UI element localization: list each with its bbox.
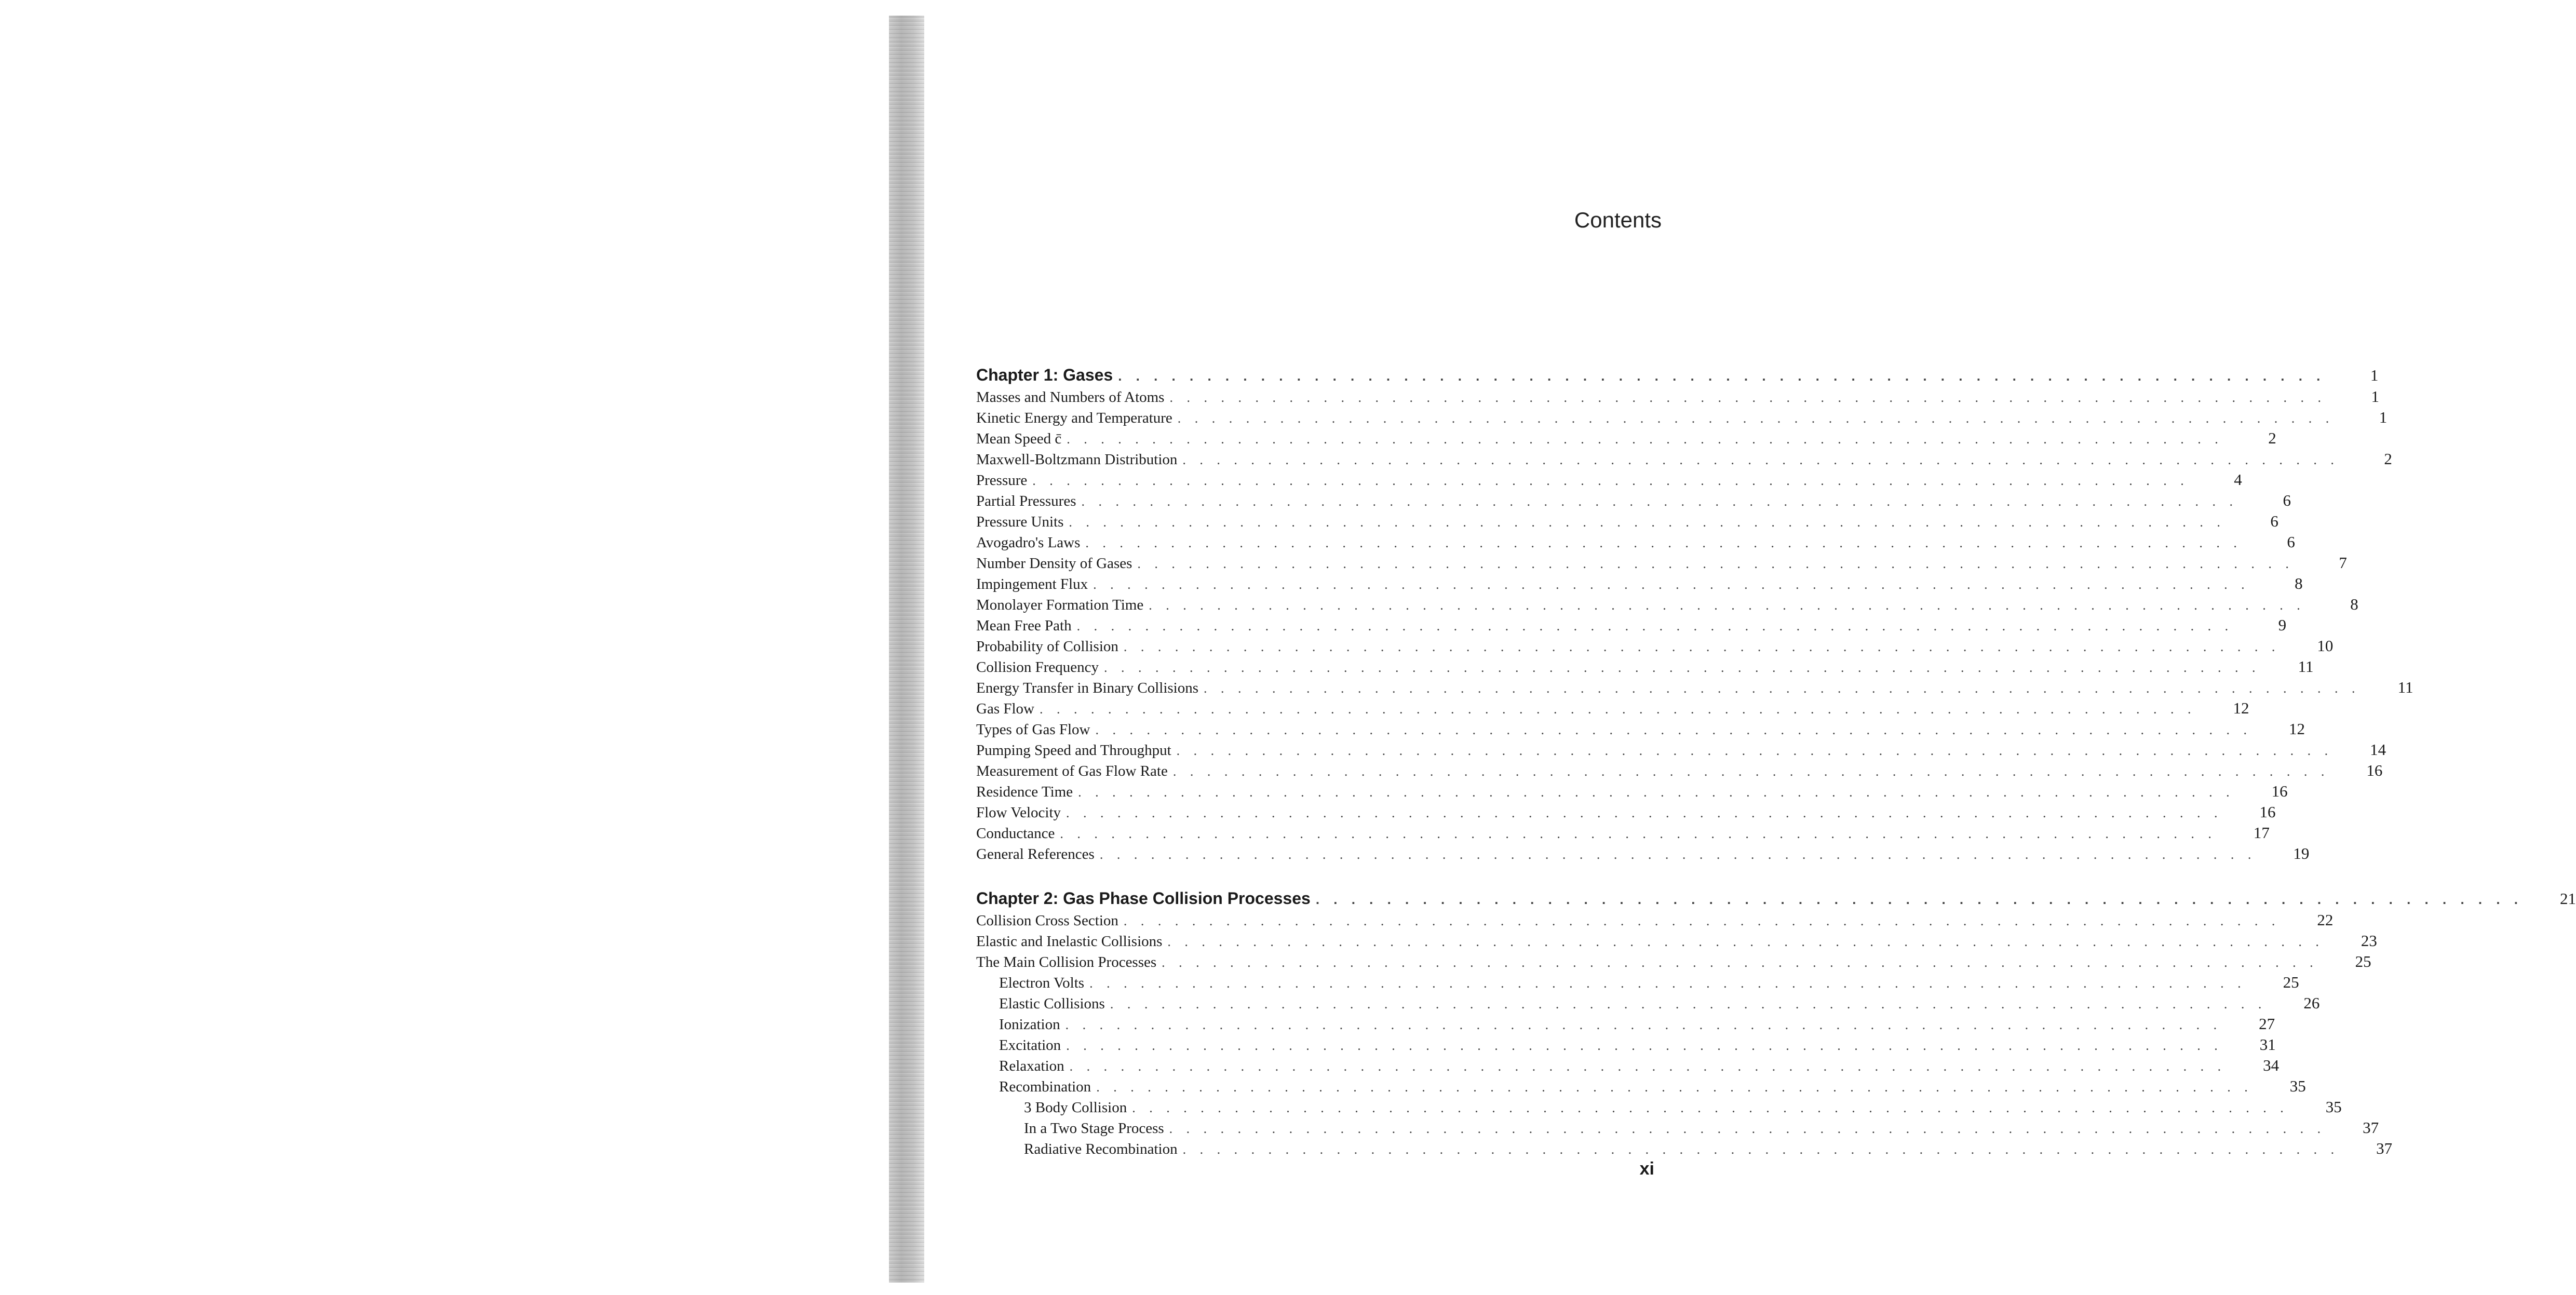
toc-entry[interactable]: [976, 490, 2291, 511]
page-number: 16: [2366, 761, 2383, 779]
page-number: 22: [2317, 911, 2334, 929]
entry-title: Collision Cross Section: [976, 912, 1118, 929]
toc-entry[interactable]: [976, 469, 2242, 490]
dot-leader: . . . . . . . . . . . . . . . . . . . . . . . . . . . . . . . . . . . . . . . . . . . . . . . . . . . . . . . . . . . . . . . . . . . .: [1110, 996, 2267, 1011]
dot-leader: . . . . . . . . . . . . . . . . . . . . . . . . . . . . . . . . . . . . . . . . . . . . . . . . . . . . . . . . . . . . . . . . . . . .: [1067, 431, 2223, 447]
page-number: 37: [2363, 1118, 2379, 1137]
dot-leader: . . . . . . . . . . . . . . . . . . . . . . . . . . . . . . . . . . . . . . . . . . . . . . . . . . . . . . . . . . . . . . . . . . . .: [1182, 1142, 2340, 1157]
page-number: 2: [2384, 450, 2392, 468]
page-number: 16: [2259, 803, 2276, 821]
dot-leader: . . . . . . . . . . . . . . . . . . . . . . . . . . . . . . . . . . . . . . . . . . . . . . . . . . . . . . . . . . . . . . . . . . . .: [1123, 639, 2281, 654]
entry-title: General References: [976, 846, 1095, 862]
toc-entry[interactable]: [976, 739, 2386, 760]
dot-leader: . . . . . . . . . . . . . . . . . . . . . . . . . . . . . . . . . . . . . . . . . . . . . . . . . . . . . . . . . . . . . . . . . . . .: [1177, 411, 2335, 426]
dot-leader: . . . . . . . . . . . . . . . . . . . . . . . . . . . . . . . . . . . . . . . . . . . . . . . . . . . . . . . . . . . . . . . . . . . .: [1167, 934, 2324, 949]
page-number: 8: [2295, 574, 2303, 592]
toc-entry[interactable]: [976, 760, 2383, 781]
dot-leader: . . . . . . . . . . . . . . . . . . . . . . . . . . . . . . . . . . . . . . . . . . . . . . . . . . . . . . . . . . . . . . . . . . . .: [1066, 805, 2223, 820]
toc-entry[interactable]: [976, 1055, 2280, 1076]
page-number: 8: [2350, 595, 2358, 613]
toc-entry[interactable]: [976, 594, 2358, 615]
dot-leader: . . . . . . . . . . . . . . . . . . . . . . . . . . . . . . . . . . . . . . . . . . . . . . . . . . . . . . . . . . . . . . . . . . . .: [1060, 826, 2217, 841]
dot-leader: . . . . . . . . . . . . . . . . . . . . . . . . . . . . . . . . . . . . . . . . . . . . . . . . . . . . . . . . . . . . . . . . . . . .: [1123, 913, 2281, 928]
page-number: 2: [2268, 429, 2276, 447]
entry-title: Radiative Recombination: [1024, 1141, 1178, 1157]
page-number: 1: [2370, 366, 2379, 384]
page-number: 12: [2288, 720, 2305, 738]
entry-title: Excitation: [999, 1037, 1061, 1054]
entry-title: Residence Time: [976, 784, 1073, 800]
dot-leader: . . . . . . . . . . . . . . . . . . . . . . . . . . . . . . . . . . . . . . . . . . . . . . . . . . . . . . . . . . . . . . . . . . . .: [1069, 515, 2226, 530]
entry-title: Maxwell-Boltzmann Distribution: [976, 451, 1178, 468]
entry-title: Pressure Units: [976, 514, 1064, 530]
toc-entry[interactable]: [976, 910, 2334, 930]
entry-title: Elastic and Inelastic Collisions: [976, 933, 1163, 950]
entry-title: Impingement Flux: [976, 576, 1088, 592]
page-number: 1: [2371, 387, 2379, 406]
toc-entry[interactable]: [976, 636, 2334, 656]
dot-leader: . . . . . . . . . . . . . . . . . . . . . . . . . . . . . . . . . . . . . . . . . . . . . . . . . . . . . . . . . . . . . . . . . . . .: [1039, 702, 2196, 717]
page-number: 9: [2278, 616, 2287, 634]
toc-entry[interactable]: [976, 1034, 2276, 1055]
toc-entry[interactable]: [976, 1117, 2379, 1138]
dot-leader: . . . . . . . . . . . . . . . . . . . . . . . . . . . . . . . . . . . . . . . . . . . . . . . . . . . . . . . . . . . . . . . . . . . .: [1149, 598, 2305, 613]
entry-title: Number Density of Gases: [976, 555, 1132, 572]
toc-entry[interactable]: [976, 407, 2388, 428]
table-of-contents: [976, 363, 2576, 1159]
dot-leader: . . . . . . . . . . . . . . . . . . . . . . . . . . . . . . . . . . . . . . . . . . . . . . . . . . . . . . . . . . . . . . . . . . . .: [1069, 1059, 2227, 1074]
page-number: 27: [2259, 1015, 2275, 1033]
entry-title: The Main Collision Processes: [976, 954, 1157, 970]
page-number: 19: [2293, 844, 2310, 862]
dot-leader: . . . . . . . . . . . . . . . . . . . . . . . . . . . . . . . . . . . . . . . . . . . . . . . . . . . . . . . . . . . . . . . . . . . .: [1315, 892, 2524, 907]
entry-title: Electron Volts: [999, 975, 1085, 991]
toc-chapter-2[interactable]: [976, 887, 2576, 910]
page-number: 26: [2303, 994, 2320, 1012]
dot-leader: . . . . . . . . . . . . . . . . . . . . . . . . . . . . . . . . . . . . . . . . . . . . . . . . . . . . . . . . . . . . . . . . . . . .: [1176, 743, 2334, 758]
toc-entry[interactable]: [976, 1076, 2306, 1097]
toc-entry[interactable]: [976, 972, 2299, 993]
toc-entry[interactable]: [976, 428, 2276, 449]
entry-title: Elastic Collisions: [999, 995, 1105, 1012]
toc-entry[interactable]: [976, 802, 2276, 822]
dot-leader: . . . . . . . . . . . . . . . . . . . . . . . . . . . . . . . . . . . . . . . . . . . . . . . . . . . . . . . . . . . . . . . . . . . .: [1169, 390, 2326, 405]
entry-title: Monolayer Formation Time: [976, 597, 1144, 613]
entry-title: Avogadro's Laws: [976, 534, 1081, 551]
toc-entry[interactable]: [976, 951, 2371, 972]
entry-title: In a Two Stage Process: [1024, 1120, 1164, 1137]
toc-entry[interactable]: [976, 843, 2310, 864]
page-number: 14: [2370, 740, 2386, 759]
page-number: 34: [2263, 1056, 2280, 1074]
toc-entry[interactable]: [976, 1138, 2393, 1159]
page-title: Contents: [1574, 208, 1662, 232]
toc-entry[interactable]: [976, 822, 2270, 843]
page-number: 10: [2317, 637, 2334, 655]
page-number: 1: [2379, 408, 2388, 426]
toc-chapter-1[interactable]: [976, 363, 2379, 386]
page-number: 12: [2233, 699, 2249, 717]
dot-leader: . . . . . . . . . . . . . . . . . . . . . . . . . . . . . . . . . . . . . . . . . . . . . . . . . . . . . . . . . . . . . . . . . . . .: [1032, 473, 2189, 488]
page-number: 11: [2298, 657, 2314, 676]
dot-leader: . . . . . . . . . . . . . . . . . . . . . . . . . . . . . . . . . . . . . . . . . . . . . . . . . . . . . . . . . . . . . . . . . . . .: [1172, 764, 2330, 779]
page-folio: xi: [1639, 1159, 1654, 1179]
toc-entry[interactable]: [976, 993, 2320, 1014]
dot-leader: . . . . . . . . . . . . . . . . . . . . . . . . . . . . . . . . . . . . . . . . . . . . . . . . . . . . . . . . . . . . . . . . . . . .: [1078, 785, 2235, 800]
entry-title: Probability of Collision: [976, 638, 1118, 655]
page-number: 7: [2339, 554, 2347, 572]
toc-entry[interactable]: [976, 386, 2379, 407]
dot-leader: . . . . . . . . . . . . . . . . . . . . . . . . . . . . . . . . . . . . . . . . . . . . . . . . . . . . . . . . . . . . . . . . . . . .: [1204, 681, 2361, 696]
dot-leader: . . . . . . . . . . . . . . . . . . . . . . . . . . . . . . . . . . . . . . . . . . . . . . . . . . . . . . . . . . . . . . . . . . . .: [1099, 847, 2257, 862]
dot-leader: . . . . . . . . . . . . . . . . . . . . . . . . . . . . . . . . . . . . . . . . . . . . . . . . . . . . . . . . . . . . . . . . . . . .: [1076, 618, 2234, 633]
dot-leader: . . . . . . . . . . . . . . . . . . . . . . . . . . . . . . . . . . . . . . . . . . . . . . . . . . . . . . . . . . . . . . . . . . . .: [1096, 1080, 2253, 1095]
entry-title: Conductance: [976, 825, 1055, 842]
toc-entry[interactable]: [976, 552, 2347, 573]
page-number: 16: [2271, 782, 2288, 800]
entry-title: Kinetic Energy and Temperature: [976, 410, 1172, 426]
page-number: 25: [2283, 973, 2299, 991]
toc-entry[interactable]: [976, 781, 2288, 802]
dot-leader: . . . . . . . . . . . . . . . . . . . . . . . . . . . . . . . . . . . . . . . . . . . . . . . . . . . . . . . . . . . . . . . . . . . .: [1162, 955, 2318, 970]
toc-entry[interactable]: [976, 930, 2377, 951]
toc-entry[interactable]: [976, 1097, 2342, 1117]
entry-title: Collision Frequency: [976, 659, 1099, 676]
toc-entry[interactable]: [976, 1014, 2275, 1034]
entry-title: Gas Flow: [976, 700, 1034, 717]
entry-title: 3 Body Collision: [1024, 1099, 1127, 1116]
dot-leader: . . . . . . . . . . . . . . . . . . . . . . . . . . . . . . . . . . . . . . . . . . . . . . . . . . . . . . . . . . . . . . . . . . . .: [1132, 1100, 2289, 1115]
dot-leader: . . . . . . . . . . . . . . . . . . . . . . . . . . . . . . . . . . . . . . . . . . . . . . . . . . . . . . . . . . . . . . . . . . . .: [1066, 1038, 2223, 1053]
page-number: 6: [2283, 491, 2291, 509]
entry-title: Relaxation: [999, 1058, 1064, 1074]
book-gutter-shadow: [889, 16, 924, 1283]
toc-entry[interactable]: [976, 511, 2278, 532]
chapter-title: Chapter 1: Gases: [976, 366, 1113, 384]
entry-title: Pressure: [976, 472, 1028, 489]
dot-leader: . . . . . . . . . . . . . . . . . . . . . . . . . . . . . . . . . . . . . . . . . . . . . . . . . . . . . . . . . . . . . . . . . . . .: [1169, 1121, 2326, 1136]
entry-title: Partial Pressures: [976, 493, 1076, 509]
dot-leader: . . . . . . . . . . . . . . . . . . . . . . . . . . . . . . . . . . . . . . . . . . . . . . . . . . . . . . . . . . . . . . . . . . . .: [1182, 452, 2339, 467]
toc-entry[interactable]: [976, 698, 2249, 719]
page-number: 25: [2355, 952, 2371, 970]
dot-leader: . . . . . . . . . . . . . . . . . . . . . . . . . . . . . . . . . . . . . . . . . . . . . . . . . . . . . . . . . . . . . . . . . . . .: [1118, 368, 2326, 384]
dot-leader: . . . . . . . . . . . . . . . . . . . . . . . . . . . . . . . . . . . . . . . . . . . . . . . . . . . . . . . . . . . . . . . . . . . .: [1089, 976, 2246, 991]
page-number: 35: [2289, 1077, 2306, 1095]
page-number: 23: [2361, 932, 2377, 950]
entry-title: Types of Gas Flow: [976, 721, 1090, 738]
page-number: 4: [2234, 470, 2242, 489]
page-number: 21: [2560, 889, 2576, 908]
dot-leader: . . . . . . . . . . . . . . . . . . . . . . . . . . . . . . . . . . . . . . . . . . . . . . . . . . . . . . . . . . . . . . . . . . . .: [1085, 535, 2242, 550]
page-number: 31: [2259, 1035, 2276, 1054]
entry-title: Pumping Speed and Throughput: [976, 742, 1171, 759]
entry-title: Energy Transfer in Binary Collisions: [976, 680, 1199, 696]
page-number: 37: [2376, 1139, 2393, 1157]
entry-title: Mean Speed c̄: [976, 430, 1062, 447]
entry-title: Masses and Numbers of Atoms: [976, 389, 1165, 406]
chapter-spacer: [976, 864, 1662, 887]
dot-leader: . . . . . . . . . . . . . . . . . . . . . . . . . . . . . . . . . . . . . . . . . . . . . . . . . . . . . . . . . . . . . . . . . . . .: [1137, 556, 2294, 571]
toc-entry[interactable]: [976, 532, 2295, 552]
dot-leader: . . . . . . . . . . . . . . . . . . . . . . . . . . . . . . . . . . . . . . . . . . . . . . . . . . . . . . . . . . . . . . . . . . . .: [1093, 577, 2250, 592]
chapter-title: Chapter 2: Gas Phase Collision Processes: [976, 889, 1311, 908]
toc-entry[interactable]: [976, 615, 2287, 636]
page-number: 35: [2325, 1098, 2342, 1116]
toc-entry[interactable]: [976, 677, 2413, 698]
blank-left-page: [0, 0, 888, 1295]
dot-leader: . . . . . . . . . . . . . . . . . . . . . . . . . . . . . . . . . . . . . . . . . . . . . . . . . . . . . . . . . . . . . . . . . . . .: [1081, 494, 2238, 509]
dot-leader: . . . . . . . . . . . . . . . . . . . . . . . . . . . . . . . . . . . . . . . . . . . . . . . . . . . . . . . . . . . . . . . . . . . .: [1104, 660, 2261, 675]
toc-entry[interactable]: [976, 449, 2392, 469]
page-number: 17: [2253, 824, 2270, 842]
page-number: 11: [2397, 678, 2413, 696]
entry-title: Ionization: [999, 1016, 1060, 1033]
toc-entry[interactable]: [976, 656, 2314, 677]
toc-entry[interactable]: [976, 573, 2303, 594]
toc-entry[interactable]: [976, 719, 2305, 739]
page-number: 6: [2270, 512, 2278, 530]
entry-title: Mean Free Path: [976, 617, 1072, 634]
dot-leader: . . . . . . . . . . . . . . . . . . . . . . . . . . . . . . . . . . . . . . . . . . . . . . . . . . . . . . . . . . . . . . . . . . . .: [1095, 722, 2252, 737]
entry-title: Recombination: [999, 1078, 1091, 1095]
page-number: 6: [2287, 533, 2295, 551]
dot-leader: . . . . . . . . . . . . . . . . . . . . . . . . . . . . . . . . . . . . . . . . . . . . . . . . . . . . . . . . . . . . . . . . . . . .: [1065, 1017, 2222, 1032]
entry-title: Measurement of Gas Flow Rate: [976, 763, 1168, 779]
entry-title: Flow Velocity: [976, 804, 1061, 821]
